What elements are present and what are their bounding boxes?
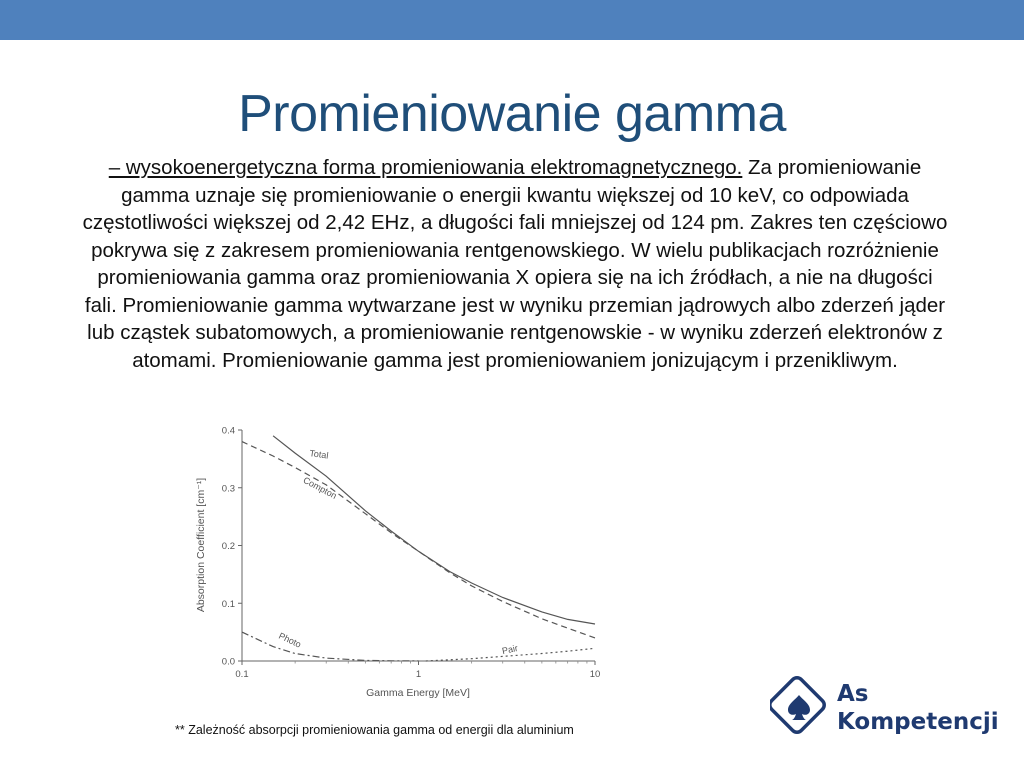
chart-ylabel: Absorption Coefficient [cm⁻¹] [195, 477, 207, 613]
definition-link[interactable]: – wysokoenergetyczna forma promieniowania elektromagnetycznego. [108, 156, 743, 179]
slide-body-text [80, 154, 950, 374]
series-label-photo: Photo [277, 630, 303, 650]
x-tick-label: 1 [415, 669, 422, 680]
series-label-compton: Compton [301, 474, 339, 501]
y-tick-label: 0.3 [221, 483, 235, 495]
body-paragraph: Za promieniowanie gamma uznaje się promieniowanie o energii kwantu większej od 10 keV, co odpowiada częstotliwości większej od 2,42 EHz, a długości fali mniejszej od 124 pm. Zakres ten częściowo pokrywa się z zakresem promieniowania rentgenowskiego. W wielu publikacjach rozróżnienie promieniowania gamma oraz promieniowania X opiera się na ich źródłach, a nie na długości fali. Promieniowanie gamma wytwarzane jest w wyniku przemian jądrowych albo zderzeń jąder lub cząstek subatomowych, a promieniowanie rentgenowskie - w wyniku zderzeń elektronów z atomami. Promieniowanie gamma jest promieniowaniem jonizującym i przenikliwym. [82, 156, 948, 372]
x-tick-label: 0.1 [235, 669, 249, 680]
series-label-total: Total [308, 448, 330, 461]
top-accent-bar [0, 0, 1024, 40]
series-line-compton [242, 442, 595, 638]
chart-caption: ** Zależność absorpcji promieniowania gamma od energii dla aluminium [175, 723, 574, 737]
series-line-total [273, 436, 595, 624]
logo-line-1: As [837, 681, 869, 707]
series-line-photo [242, 632, 419, 661]
y-tick-label: 0.4 [221, 425, 235, 437]
chart-xlabel: Gamma Energy [MeV] [366, 687, 470, 699]
slide-title: Promieniowanie gamma [238, 85, 786, 143]
as-kompetencji-logo [770, 672, 1010, 742]
series-label-pair: Pair [501, 642, 519, 657]
logo-line-2: Kompetencji [837, 709, 999, 735]
y-tick-label: 0.1 [221, 598, 235, 610]
spade-card-icon [770, 672, 832, 742]
y-tick-label: 0.0 [221, 656, 235, 668]
absorption-chart [180, 418, 610, 708]
y-tick-label: 0.2 [221, 541, 235, 552]
x-tick-label: 10 [589, 669, 601, 680]
